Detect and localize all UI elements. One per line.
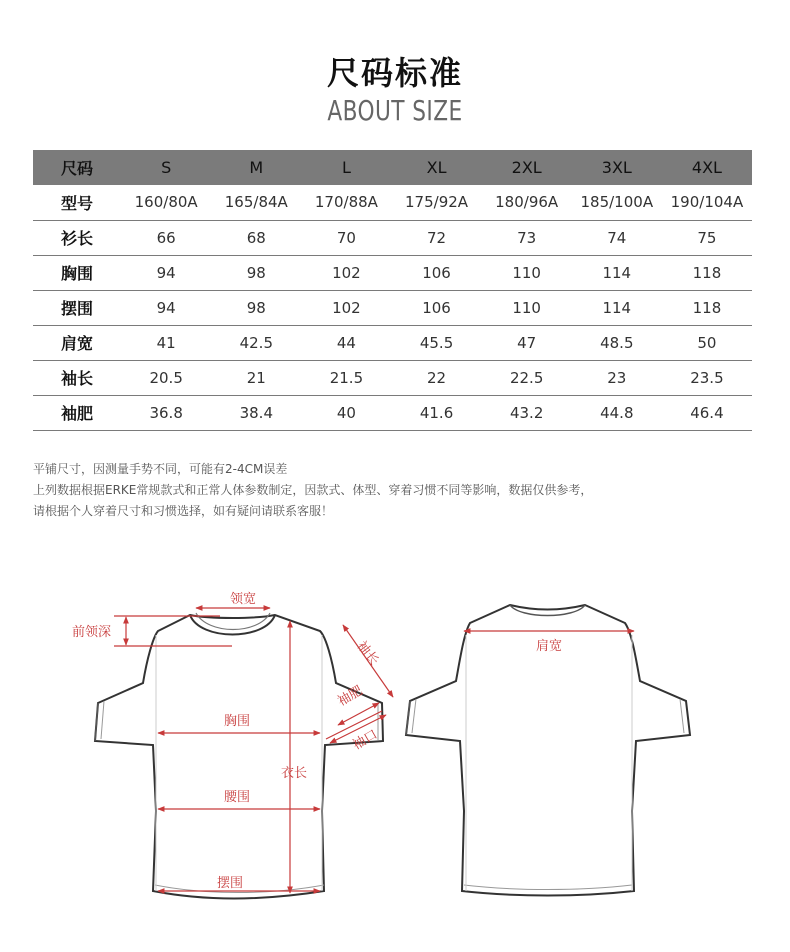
table-cell: 75 — [662, 220, 752, 255]
page-subtitle: ABOUT SIZE — [327, 94, 463, 127]
table-cell: 175/92A — [391, 185, 481, 220]
table-cell: 42.5 — [211, 325, 301, 360]
table-cell: 43.2 — [482, 395, 572, 430]
table-cell: 46.4 — [662, 395, 752, 430]
table-cell: 114 — [572, 255, 662, 290]
table-cell: 110 — [482, 290, 572, 325]
table-cell: 98 — [211, 255, 301, 290]
row-label: 摆围 — [33, 290, 121, 325]
table-cell: 94 — [121, 255, 211, 290]
table-row — [33, 185, 752, 220]
note-line: 请根据个人穿着尺寸和习惯选择，如有疑问请联系客服！ — [33, 504, 334, 518]
table-row — [33, 395, 752, 430]
row-label: 袖肥 — [33, 395, 121, 430]
table-cell: 118 — [662, 290, 752, 325]
note-line: 平铺尺寸，因测量手势不同，可能有2-4CM误差 — [33, 462, 288, 476]
table-cell: 102 — [301, 255, 391, 290]
table-cell: 23.5 — [662, 360, 752, 395]
table-cell: 22.5 — [482, 360, 572, 395]
measurement-diagram — [0, 575, 790, 915]
row-label: 型号 — [33, 185, 121, 220]
waist-label: 腰围 — [223, 790, 251, 805]
table-cell: 20.5 — [121, 360, 211, 395]
table-cell: 160/80A — [121, 185, 211, 220]
row-label: 胸围 — [33, 255, 121, 290]
size-col-header: S — [121, 150, 211, 185]
note-line: 上列数据根据ERKE常规款式和正常人体参数制定，因款式、体型、穿着习惯不同等影响，数据仅供参考， — [33, 483, 593, 497]
table-cell: 38.4 — [211, 395, 301, 430]
table-cell: 106 — [391, 290, 481, 325]
sleeve-width-label: 袖肥 — [335, 683, 366, 710]
table-row — [33, 360, 752, 395]
table-cell: 106 — [391, 255, 481, 290]
table-cell: 72 — [391, 220, 481, 255]
page-title: 尺码标准 — [326, 54, 463, 92]
tshirt-front — [95, 613, 383, 899]
neck-width-label: 领宽 — [229, 592, 257, 607]
size-table — [33, 150, 752, 431]
table-cell: 40 — [301, 395, 391, 430]
row-label: 袖长 — [33, 360, 121, 395]
table-cell: 45.5 — [391, 325, 481, 360]
size-col-header: XL — [391, 150, 481, 185]
neck-depth-label: 前领深 — [72, 625, 112, 640]
table-cell: 68 — [211, 220, 301, 255]
size-col-header: M — [211, 150, 301, 185]
table-cell: 73 — [482, 220, 572, 255]
table-row — [33, 220, 752, 255]
table-cell: 114 — [572, 290, 662, 325]
body-length-label: 衣长 — [281, 766, 308, 781]
size-col-header: 2XL — [482, 150, 572, 185]
table-cell: 44.8 — [572, 395, 662, 430]
table-cell: 165/84A — [211, 185, 301, 220]
table-cell: 66 — [121, 220, 211, 255]
table-cell: 170/88A — [301, 185, 391, 220]
shoulder-label: 肩宽 — [535, 639, 563, 654]
size-header-row — [33, 150, 752, 185]
hem-label: 摆围 — [216, 876, 244, 891]
row-label: 衫长 — [33, 220, 121, 255]
table-cell: 36.8 — [121, 395, 211, 430]
chest-label: 胸围 — [223, 714, 251, 729]
table-cell: 118 — [662, 255, 752, 290]
corner-label: 尺码 — [33, 150, 121, 185]
size-col-header: L — [301, 150, 391, 185]
size-col-header: 3XL — [572, 150, 662, 185]
table-row — [33, 290, 752, 325]
table-cell: 180/96A — [482, 185, 572, 220]
table-cell: 21 — [211, 360, 301, 395]
table-cell: 50 — [662, 325, 752, 360]
size-notes — [33, 459, 592, 522]
cuff-label: 袖口 — [350, 727, 381, 754]
table-cell: 22 — [391, 360, 481, 395]
table-cell: 102 — [301, 290, 391, 325]
table-cell: 98 — [211, 290, 301, 325]
table-cell: 23 — [572, 360, 662, 395]
table-cell: 190/104A — [662, 185, 752, 220]
table-row — [33, 325, 752, 360]
table-cell: 21.5 — [301, 360, 391, 395]
table-cell: 41.6 — [391, 395, 481, 430]
table-cell: 70 — [301, 220, 391, 255]
table-cell: 185/100A — [572, 185, 662, 220]
table-cell: 44 — [301, 325, 391, 360]
sleeve-length-label: 袖长 — [353, 638, 382, 669]
table-cell: 94 — [121, 290, 211, 325]
table-cell: 74 — [572, 220, 662, 255]
table-cell: 47 — [482, 325, 572, 360]
size-col-header: 4XL — [662, 150, 752, 185]
table-cell: 41 — [121, 325, 211, 360]
table-cell: 110 — [482, 255, 572, 290]
table-cell: 48.5 — [572, 325, 662, 360]
row-label: 肩宽 — [33, 325, 121, 360]
table-row — [33, 255, 752, 290]
